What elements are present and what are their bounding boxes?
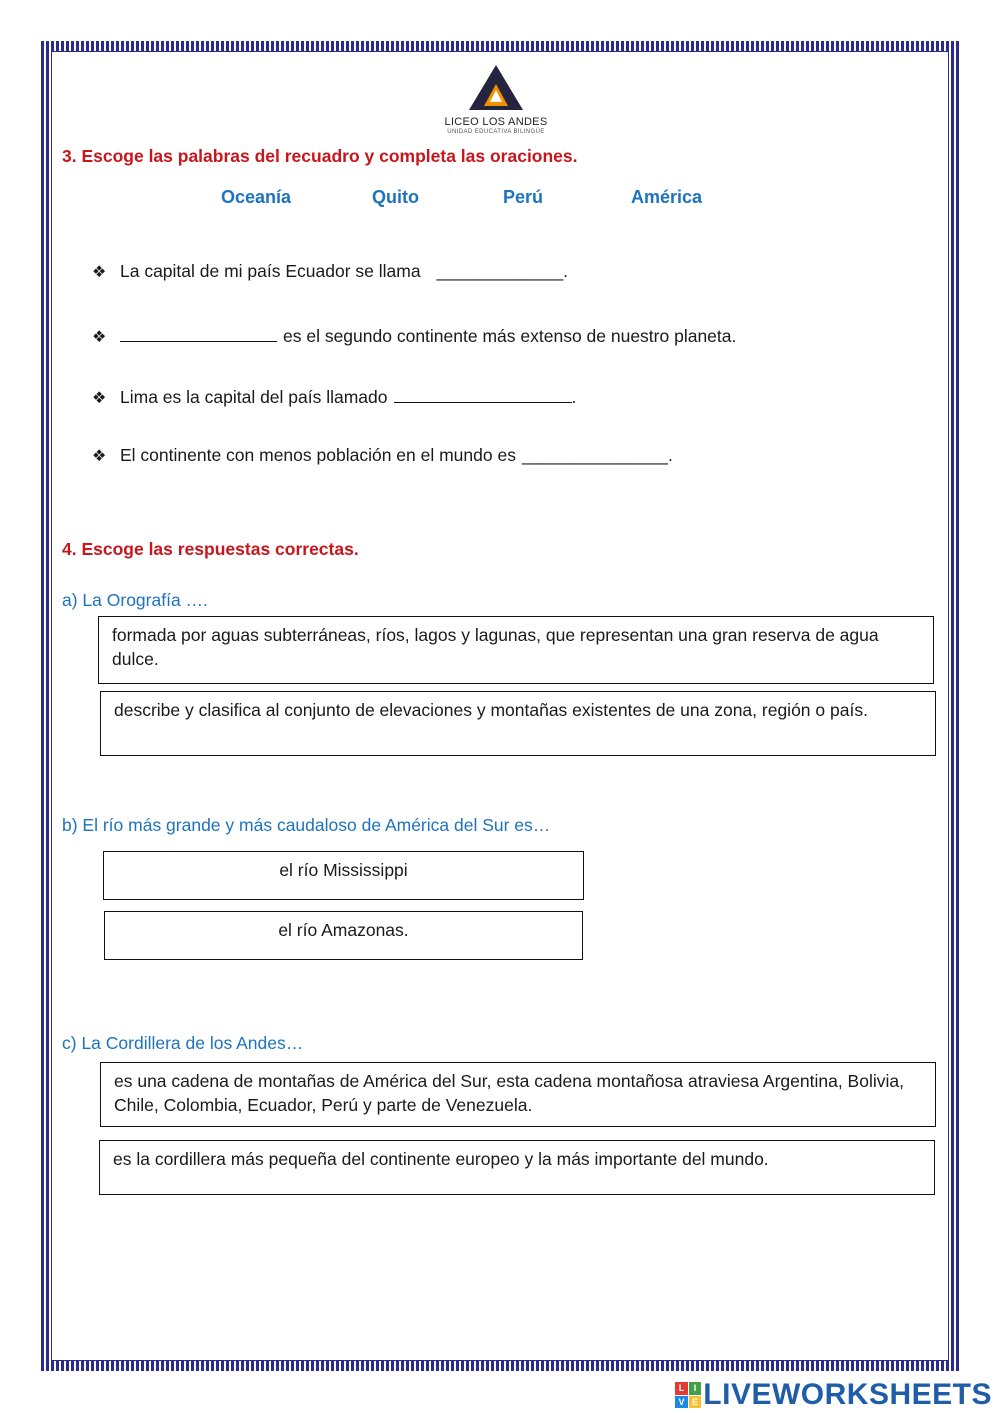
answer-option[interactable]: es una cadena de montañas de América del Sur, esta cadena montañosa atraviesa Argentina, Bolivia, Chile, Colombia, Ecuador, Perú y parte de Venezuela. bbox=[100, 1062, 936, 1127]
answer-blank[interactable] bbox=[394, 384, 572, 403]
sentence-end: . bbox=[571, 386, 577, 407]
answer-option[interactable]: describe y clasifica al conjunto de elevaciones y montañas existentes de una zona, región o país. bbox=[100, 691, 936, 756]
question-b-label: b) El río más grande y más caudaloso de América del Sur es… bbox=[62, 815, 551, 835]
mountain-logo-icon bbox=[438, 62, 554, 114]
diamond-bullet-icon: ❖ bbox=[92, 264, 107, 281]
sentence-text: es el segundo continente más extenso de nuestro planeta. bbox=[283, 325, 737, 346]
answer-blank[interactable]: _____________ bbox=[436, 261, 564, 281]
answer-option[interactable]: el río Amazonas. bbox=[104, 911, 583, 960]
diamond-bullet-icon: ❖ bbox=[92, 389, 107, 407]
logo-letter: E bbox=[689, 1396, 702, 1409]
sentence-end: . bbox=[667, 445, 673, 465]
sentence-text: Lima es la capital del país llamado bbox=[120, 386, 388, 407]
answer-option[interactable]: formada por aguas subterráneas, ríos, lagos y lagunas, que representan una gran reserva de agua dulce. bbox=[98, 616, 934, 684]
answer-blank[interactable] bbox=[120, 323, 277, 342]
question-a-label: a) La Orografía …. bbox=[62, 590, 208, 610]
logo-title: LICEO LOS ANDES bbox=[444, 116, 548, 128]
school-logo bbox=[438, 62, 554, 142]
sentence-3 bbox=[92, 384, 576, 408]
sentence-2 bbox=[92, 323, 736, 347]
sentence-end: . bbox=[563, 261, 568, 281]
logo-letter: I bbox=[689, 1382, 702, 1395]
sentence-text: La capital de mi país Ecuador se llama bbox=[120, 261, 421, 281]
liveworksheets-logo-icon bbox=[675, 1382, 701, 1408]
answer-blank[interactable]: _______________ bbox=[521, 445, 668, 465]
sentence-4 bbox=[92, 445, 673, 466]
liveworksheets-brand bbox=[675, 1378, 992, 1412]
logo-letter: V bbox=[675, 1396, 688, 1409]
brand-name: LIVEWORKSHEETS bbox=[703, 1378, 992, 1411]
diamond-bullet-icon: ❖ bbox=[92, 448, 107, 465]
answer-option[interactable]: es la cordillera más pequeña del continente europeo y la más importante del mundo. bbox=[99, 1140, 935, 1195]
section-3-heading: 3. Escoge las palabras del recuadro y completa las oraciones. bbox=[62, 146, 578, 166]
answer-option[interactable]: el río Mississippi bbox=[103, 851, 584, 900]
word-bank-item[interactable]: Oceanía bbox=[221, 187, 292, 207]
word-bank-item[interactable]: Quito bbox=[372, 187, 419, 207]
section-4-heading: 4. Escoge las respuestas correctas. bbox=[62, 539, 359, 559]
word-bank-item[interactable]: Perú bbox=[503, 187, 544, 207]
word-bank-item[interactable]: América bbox=[631, 187, 703, 207]
sentence-text: El continente con menos población en el mundo es bbox=[120, 445, 516, 465]
sentence-1 bbox=[92, 261, 568, 282]
diamond-bullet-icon: ❖ bbox=[92, 328, 107, 346]
logo-subtitle: UNIDAD EDUCATIVA BILINGÜE bbox=[447, 129, 545, 135]
logo-letter: L bbox=[675, 1382, 688, 1395]
question-c-label: c) La Cordillera de los Andes… bbox=[62, 1033, 304, 1053]
